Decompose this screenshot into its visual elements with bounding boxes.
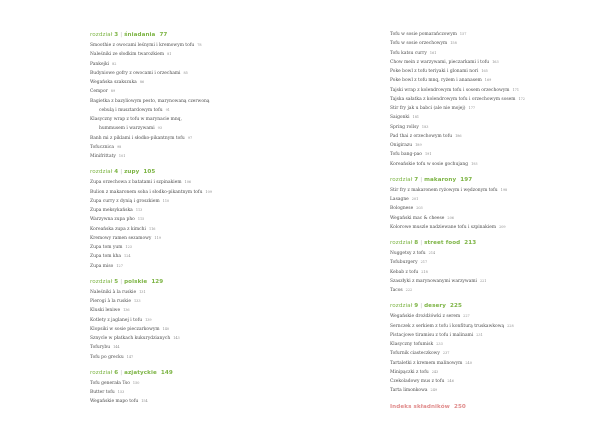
index-name: Indeks składników <box>390 403 450 410</box>
toc-entry[interactable] <box>390 186 550 195</box>
entry-title: Zupa miso <box>90 263 114 269</box>
entry-page-number: 143 <box>173 336 180 340</box>
chapter-number: 6 <box>114 369 119 376</box>
toc-entry[interactable] <box>90 188 295 197</box>
entry-title: Koreańska zupa z kimchi <box>90 226 146 232</box>
toc-entry[interactable] <box>90 288 295 297</box>
entry-page-number: 231 <box>476 332 483 337</box>
toc-entry[interactable] <box>390 104 550 113</box>
entry-title: Tofu po grecku <box>90 354 124 360</box>
entry-title: Pad thai z orzechowym tofu <box>390 133 453 139</box>
toc-entry[interactable] <box>390 76 550 85</box>
entry-title: Koreańskie tofu w sosie gochujang <box>390 161 469 167</box>
entry-title: Budyniowe gofry z owocami i orzechami <box>90 70 181 76</box>
toc-entry[interactable] <box>90 252 295 261</box>
chapter-prefix: rozdział <box>90 169 113 176</box>
entry-page-number: 124 <box>124 254 131 259</box>
entry-page-number: 214 <box>428 251 436 255</box>
entry-title: Bolognese <box>390 206 414 212</box>
chapter-separator: | <box>120 32 123 38</box>
toc-entry[interactable] <box>90 41 295 50</box>
chapter-separator: | <box>120 169 123 176</box>
toc-entry[interactable] <box>390 268 550 277</box>
toc-entry[interactable] <box>390 113 550 122</box>
entry-page-number: 97 <box>187 135 193 140</box>
entry-title: Poke bowl z tofu teriyaki i glonami nori <box>390 69 479 74</box>
toc-entry[interactable] <box>390 160 550 169</box>
entry-title: Kluski leniwe <box>90 308 121 314</box>
entry-page-number: 165 <box>481 69 488 73</box>
chapter-number: 5 <box>114 278 119 285</box>
chapter-page-number: 105 <box>143 169 156 176</box>
entry-page-number: 240 <box>465 360 472 365</box>
toc-entry[interactable] <box>90 50 295 59</box>
entry-page-number: 85 <box>183 70 188 75</box>
entry-page-number: 183 <box>421 124 429 129</box>
entry-page-number: 98 <box>116 144 122 149</box>
toc-column-left <box>90 30 295 407</box>
entry-page-number: 133 <box>133 299 141 303</box>
toc-entry[interactable] <box>390 322 550 331</box>
chapter-name: zupy <box>124 169 140 176</box>
toc-entry[interactable] <box>90 316 295 325</box>
entry-page-number: 171 <box>512 87 520 92</box>
toc-entry[interactable] <box>390 359 550 368</box>
entry-title: Klasyczny tofumisk <box>390 342 434 347</box>
entry-title: Tofuburgery <box>390 260 418 266</box>
toc-entry[interactable] <box>90 143 295 152</box>
toc-entry[interactable] <box>390 349 550 358</box>
toc-entry[interactable] <box>390 195 550 204</box>
entry-title: Tofurybu <box>90 345 111 351</box>
toc-entry[interactable] <box>90 206 295 215</box>
entry-title: Wegańskie drożdżówki z serem <box>390 314 461 320</box>
entry-title: Bulion z makaronem soba i słodko-pikantnym tofu <box>90 189 203 195</box>
chapter-name: desery <box>424 303 447 310</box>
entry-title: Klopsiki w sosie pieczarkowym <box>90 326 160 332</box>
entry-page-number: 153 <box>117 390 125 394</box>
toc-entry[interactable] <box>390 249 550 258</box>
entry-title: Zupa tom yum <box>90 245 123 250</box>
entry-title: Sernczek z serkiem z tofu i konfiturą truskawkową <box>390 323 505 329</box>
entry-page-number: 163 <box>492 59 499 64</box>
entry-page-number: 221 <box>479 278 487 283</box>
chapter-number: 7 <box>414 176 419 183</box>
entry-title: Tajski wrap z kolendrowym tofu i sosem orzechowym <box>390 87 510 93</box>
entry-page-number: 181 <box>412 115 420 120</box>
entry-title: Cempor <box>90 89 108 95</box>
toc-entry[interactable] <box>390 386 550 395</box>
chapter-separator: | <box>420 240 423 246</box>
entry-title: hummusem i warzywami <box>99 126 155 132</box>
toc-entry[interactable] <box>90 325 295 334</box>
chapter-prefix: rozdział <box>390 176 413 183</box>
entry-title: Tarta limonkowa <box>390 388 428 394</box>
toc-entry[interactable] <box>390 331 550 340</box>
chapter-prefix: rozdział <box>390 240 413 246</box>
chapter-heading[interactable] <box>390 175 550 186</box>
chapter-separator: | <box>420 303 423 310</box>
chapter-number: 4 <box>114 169 119 176</box>
entry-page-number: 191 <box>424 152 432 157</box>
entry-page-number: 116 <box>148 226 156 231</box>
entry-title: Lasagne <box>390 197 409 202</box>
entry-page-number: 158 <box>450 41 457 46</box>
entry-page-number: 78 <box>197 43 202 47</box>
chapter-prefix: rozdział <box>90 278 113 285</box>
entry-title: Onigirazu <box>390 143 413 148</box>
entry-page-number: 217 <box>420 260 428 265</box>
entry-title: Pistacjowe tiramisu z tofu i malinami <box>390 332 474 338</box>
entry-page-number: 131 <box>139 289 146 294</box>
entry-page-number: 161 <box>429 50 437 55</box>
entry-title: Minipączki z tofu <box>390 369 429 375</box>
entry-page-number: 89 <box>110 89 116 94</box>
entry-page-number: 119 <box>154 235 161 240</box>
entry-page-number: 206 <box>447 215 454 220</box>
toc-entry[interactable] <box>390 95 550 104</box>
entry-page-number: 169 <box>484 78 492 83</box>
entry-title: Banh mi z piklami i słodko-pikantnym tofu <box>90 135 185 141</box>
entry-page-number: 140 <box>162 326 170 331</box>
entry-title: Zupa orzechowa z batatami i szpinakiem <box>90 180 182 186</box>
toc-entry[interactable] <box>90 115 295 124</box>
entry-page-number: 228 <box>507 323 514 328</box>
toc-entry[interactable] <box>90 152 295 161</box>
toc-entry[interactable] <box>90 353 295 362</box>
toc-entry[interactable] <box>90 234 295 243</box>
toc-entry[interactable] <box>390 67 550 76</box>
entry-title: Tofu w sosie pomarańczowym <box>390 32 457 37</box>
entry-title: Kolorowe muszle nadziewane tofu i szpinakiem <box>390 224 497 230</box>
entry-page-number: 177 <box>468 106 476 110</box>
entry-page-number: 115 <box>137 217 145 222</box>
toc-entry[interactable] <box>90 87 295 96</box>
entry-title: Tofu bang-pao <box>390 152 422 158</box>
chapter-page-number: 225 <box>450 303 462 310</box>
entry-page-number: 144 <box>113 345 120 350</box>
toc-entry[interactable] <box>90 306 295 315</box>
toc-entry[interactable] <box>390 150 550 159</box>
entry-page-number: 113 <box>135 208 143 212</box>
entry-title: Szaszłyki z marynowanymi warzywami <box>390 278 477 284</box>
toc-entry[interactable] <box>390 49 550 58</box>
chapter-separator: | <box>120 278 123 285</box>
toc-entry[interactable] <box>90 262 295 271</box>
entry-page-number: 172 <box>518 96 525 101</box>
entry-title: Tartaletki z kremem malinowym <box>390 360 463 366</box>
entry-page-number: 154 <box>141 399 148 404</box>
entry-page-number: 101 <box>118 154 126 158</box>
entry-title: Spring rollsy <box>390 124 419 130</box>
toc-entry[interactable] <box>390 277 550 286</box>
toc-entry[interactable] <box>390 368 550 377</box>
toc-entry[interactable] <box>90 343 295 352</box>
entry-page-number: 93 <box>157 126 162 131</box>
toc-entry[interactable] <box>90 197 295 206</box>
chapter-heading[interactable] <box>90 30 295 41</box>
toc-entry[interactable] <box>90 397 295 406</box>
entry-title: Pankejki <box>90 61 110 67</box>
chapter-heading[interactable] <box>90 277 295 288</box>
entry-title: Naleśniki ze słodkim twarożkiem <box>90 52 165 58</box>
entry-page-number: 222 <box>405 288 413 292</box>
toc-entry[interactable] <box>390 340 550 349</box>
toc-entry[interactable] <box>90 225 295 234</box>
entry-page-number: 110 <box>162 198 170 203</box>
toc-entry[interactable] <box>90 243 295 252</box>
toc-entry[interactable] <box>90 124 295 133</box>
toc-entry[interactable] <box>390 377 550 386</box>
entry-title: Tacos <box>390 288 403 293</box>
entry-page-number: 198 <box>500 187 508 192</box>
chapter-page-number: 129 <box>151 278 164 285</box>
chapter-heading[interactable] <box>90 368 295 379</box>
entry-title: Chow mein z warzywami, pieczarkami i tofu <box>390 59 490 65</box>
entry-page-number: 82 <box>112 61 117 66</box>
entry-page-number: 123 <box>125 245 132 249</box>
toc-entry[interactable] <box>90 78 295 87</box>
chapter-name: polskie <box>124 278 148 285</box>
entry-page-number: 243 <box>431 369 439 374</box>
toc-entry[interactable] <box>390 141 550 150</box>
chapter-number: 3 <box>114 32 119 38</box>
index-heading[interactable] <box>390 402 550 413</box>
entry-page-number: 237 <box>442 351 450 356</box>
toc-entry[interactable] <box>90 97 295 106</box>
entry-page-number: 233 <box>436 342 443 346</box>
chapter-page-number: 149 <box>160 369 173 376</box>
toc-entry[interactable] <box>390 58 550 67</box>
chapter-prefix: rozdział <box>90 369 113 376</box>
entry-page-number: 86 <box>139 80 145 84</box>
toc-entry[interactable] <box>90 388 295 397</box>
chapter-page-number: 197 <box>460 176 473 183</box>
entry-title: Zupa curry z dynią i groszkiem <box>90 198 160 204</box>
entry-page-number: 139 <box>145 317 152 322</box>
entry-title: Poke bowl z tofu mnq, ryżem i ananasem <box>390 78 482 84</box>
entry-title: Tajska sałatka z kolendrowym tofu i orzechowym sosem <box>390 96 516 102</box>
toc-entry[interactable] <box>90 178 295 187</box>
entry-page-number: 157 <box>459 32 467 36</box>
entry-page-number: 136 <box>123 308 130 313</box>
chapter-name: makarony <box>424 176 457 183</box>
entry-page-number: 81 <box>167 52 172 57</box>
entry-title: Klasyczny wrap z tofu w marynacie mnq, <box>90 117 182 122</box>
toc-column-right <box>390 30 550 413</box>
entry-title: Pierogi à la ruskie <box>90 299 131 304</box>
toc-entry[interactable] <box>390 123 550 132</box>
toc-entry[interactable] <box>390 286 550 295</box>
entry-title: Bagietka z bazyliowym pesto, marynowaną czerwoną <box>90 98 210 104</box>
entry-title: cebulą i musztardowym tofu <box>99 107 163 113</box>
entry-page-number: 91 <box>165 107 170 112</box>
entry-title: Kotlety z jaglanej i tofu <box>90 317 143 323</box>
toc-entry[interactable] <box>90 297 295 306</box>
entry-title: Smoothie z owocami leśnymi i kremowym tofu <box>90 43 195 48</box>
entry-page-number: 147 <box>126 354 134 359</box>
entry-title: Saigonki <box>390 115 410 121</box>
entry-title: Tofu generała Tso <box>90 380 130 386</box>
chapter-name: śniadania <box>124 32 156 38</box>
entry-page-number: 189 <box>415 143 422 147</box>
chapter-number: 8 <box>414 240 419 246</box>
entry-page-number: 201 <box>411 197 419 201</box>
toc-entry[interactable] <box>90 379 295 388</box>
toc-entry[interactable] <box>390 312 550 321</box>
toc-entry[interactable] <box>390 132 550 141</box>
entry-page-number: 249 <box>430 388 438 393</box>
entry-title: Stir fry z makaronem ryżowym i wędzonym tofu <box>390 187 498 193</box>
toc-entry[interactable] <box>390 258 550 267</box>
entry-title: Zupa tom kha <box>90 254 122 260</box>
toc-entry[interactable] <box>90 69 295 78</box>
entry-title: Stir fry jak u babci (ale nie mojej) <box>390 106 466 111</box>
entry-page-number: 106 <box>184 180 192 185</box>
toc-entry[interactable] <box>90 334 295 343</box>
toc-entry[interactable] <box>390 214 550 223</box>
entry-title: Tofu katsu curry <box>390 50 427 56</box>
entry-title: Tofucznica <box>90 144 114 150</box>
toc-entry[interactable] <box>390 86 550 95</box>
chapter-name: azjatyckie <box>124 369 157 376</box>
entry-title: Minifrittaty <box>90 154 116 159</box>
entry-page-number: 150 <box>132 380 140 385</box>
entry-title: Sznycle w płatkach kukurydzianych <box>90 336 171 341</box>
chapter-separator: | <box>120 369 123 376</box>
entry-title: Tofu w sosie orzechowym <box>390 41 448 47</box>
chapter-name: street food <box>424 240 461 246</box>
entry-title: Wegański mac & cheese <box>390 215 445 221</box>
chapter-page-number: 77 <box>159 32 168 38</box>
toc-entry[interactable] <box>90 106 295 115</box>
toc-entry[interactable] <box>390 30 550 39</box>
toc-entry[interactable] <box>390 39 550 48</box>
entry-title: Zupa meksykańska <box>90 208 133 213</box>
entry-title: Tofurnik ciasteczkowy <box>390 351 440 357</box>
entry-page-number: 209 <box>499 224 506 229</box>
entry-title: Kebab z tofu <box>390 269 419 275</box>
entry-title: Wegańska szakszuka <box>90 80 137 85</box>
entry-title: Kremowy ramen sezamowy <box>90 235 152 241</box>
chapter-number: 9 <box>414 303 419 310</box>
chapter-page-number: 213 <box>464 240 477 246</box>
entry-page-number: 246 <box>447 379 454 383</box>
chapter-heading[interactable] <box>390 238 550 249</box>
toc-entry[interactable] <box>390 204 550 213</box>
entry-page-number: 193 <box>471 161 478 166</box>
entry-title: Czekoladowy mus z tofu <box>390 379 445 384</box>
entry-page-number: 218 <box>421 269 428 274</box>
toc-entry[interactable] <box>90 215 295 224</box>
entry-page-number: 109 <box>205 189 212 194</box>
chapter-separator: | <box>420 176 423 183</box>
entry-title: Wegańskie mapo tofu <box>90 399 139 405</box>
entry-title: Butter tofu <box>90 390 115 395</box>
entry-page-number: 203 <box>416 206 423 211</box>
toc-entry[interactable] <box>90 60 295 69</box>
entry-page-number: 127 <box>116 263 123 268</box>
chapter-heading[interactable] <box>390 301 550 312</box>
entry-title: Warzywna zupa pho <box>90 217 135 223</box>
entry-title: Naleśniki à la ruskie <box>90 289 137 295</box>
entry-title: Nuggetsy z tofu <box>390 251 426 256</box>
chapter-prefix: rozdział <box>90 32 113 38</box>
entry-page-number: 186 <box>455 133 462 138</box>
chapter-heading[interactable] <box>90 167 295 178</box>
entry-page-number: 227 <box>463 314 470 319</box>
chapter-prefix: rozdział <box>390 303 413 310</box>
toc-entry[interactable] <box>90 134 295 143</box>
toc-entry[interactable] <box>390 223 550 232</box>
chapter-page-number: 250 <box>453 403 466 410</box>
